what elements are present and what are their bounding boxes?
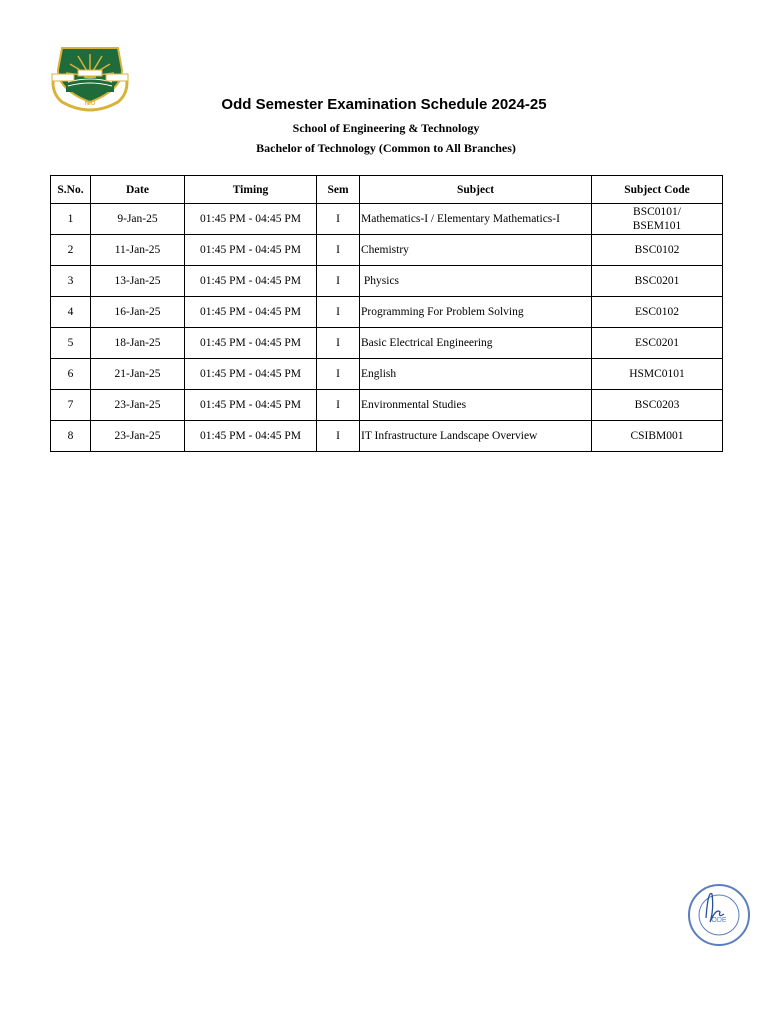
official-stamp (684, 880, 754, 950)
program-name: Bachelor of Technology (Common to All Branches) (256, 141, 516, 155)
header-subject-code: Subject Code (592, 176, 723, 204)
cell-date: 11-Jan-25 (91, 235, 185, 266)
cell-subject: Basic Electrical Engineering (360, 328, 592, 359)
cell-timing: 01:45 PM - 04:45 PM (185, 359, 317, 390)
cell-subject: Mathematics-I / Elementary Mathematics-I (360, 204, 592, 235)
table-row (51, 297, 723, 328)
exam-schedule-table (50, 175, 723, 452)
table-row (51, 390, 723, 421)
cell-subject: Physics (360, 266, 592, 297)
cell-sem: I (317, 328, 360, 359)
cell-subject-code: CSIBM001 (592, 421, 723, 452)
cell-subject-code: ESC0102 (592, 297, 723, 328)
cell-sem: I (317, 421, 360, 452)
cell-sno: 3 (51, 266, 91, 297)
cell-sem: I (317, 297, 360, 328)
table-row (51, 421, 723, 452)
cell-timing: 01:45 PM - 04:45 PM (185, 421, 317, 452)
cell-sno: 7 (51, 390, 91, 421)
cell-sno: 8 (51, 421, 91, 452)
cell-date: 16-Jan-25 (91, 297, 185, 328)
cell-subject: Environmental Studies (360, 390, 592, 421)
cell-timing: 01:45 PM - 04:45 PM (185, 266, 317, 297)
header-sno: S.No. (51, 176, 91, 204)
header-timing: Timing (185, 176, 317, 204)
table-row (51, 328, 723, 359)
cell-date: 18-Jan-25 (91, 328, 185, 359)
table-row (51, 235, 723, 266)
cell-subject-code: BSC0201 (592, 266, 723, 297)
table-row (51, 266, 723, 297)
cell-subject-code: BSC0102 (592, 235, 723, 266)
code-line-2: BSEM101 (632, 220, 682, 232)
cell-subject-code: ESC0201 (592, 328, 723, 359)
cell-sno: 4 (51, 297, 91, 328)
cell-sno: 5 (51, 328, 91, 359)
header-subject: Subject (360, 176, 592, 204)
cell-sem: I (317, 235, 360, 266)
cell-sno: 2 (51, 235, 91, 266)
cell-sem: I (317, 266, 360, 297)
cell-sem: I (317, 390, 360, 421)
cell-subject-code: BSC0203 (592, 390, 723, 421)
table-row (51, 204, 723, 235)
cell-sem: I (317, 359, 360, 390)
table-header-row (51, 176, 723, 204)
cell-date: 23-Jan-25 (91, 390, 185, 421)
cell-sno: 6 (51, 359, 91, 390)
cell-timing: 01:45 PM - 04:45 PM (185, 235, 317, 266)
cell-subject-code: HSMC0101 (592, 359, 723, 390)
cell-date: 21-Jan-25 (91, 359, 185, 390)
school-name: School of Engineering & Technology (292, 121, 480, 135)
cell-sem: I (317, 204, 360, 235)
cell-subject: Chemistry (360, 235, 592, 266)
cell-timing: 01:45 PM - 04:45 PM (185, 297, 317, 328)
cell-date: 9-Jan-25 (91, 204, 185, 235)
cell-subject: English (360, 359, 592, 390)
table-row (51, 359, 723, 390)
cell-date: 13-Jan-25 (91, 266, 185, 297)
page-title: Odd Semester Examination Schedule 2024-25 (221, 96, 547, 113)
svg-text:ODE: ODE (711, 917, 727, 924)
svg-text:NIU: NIU (84, 101, 96, 107)
cell-timing: 01:45 PM - 04:45 PM (185, 328, 317, 359)
header-date: Date (91, 176, 185, 204)
cell-subject: Programming For Problem Solving (360, 297, 592, 328)
code-line-1: BSC0101/ (633, 206, 681, 218)
cell-subject-code (592, 204, 723, 235)
cell-date: 23-Jan-25 (91, 421, 185, 452)
header-sem: Sem (317, 176, 360, 204)
cell-subject: IT Infrastructure Landscape Overview (360, 421, 592, 452)
cell-timing: 01:45 PM - 04:45 PM (185, 204, 317, 235)
cell-timing: 01:45 PM - 04:45 PM (185, 390, 317, 421)
cell-sno: 1 (51, 204, 91, 235)
